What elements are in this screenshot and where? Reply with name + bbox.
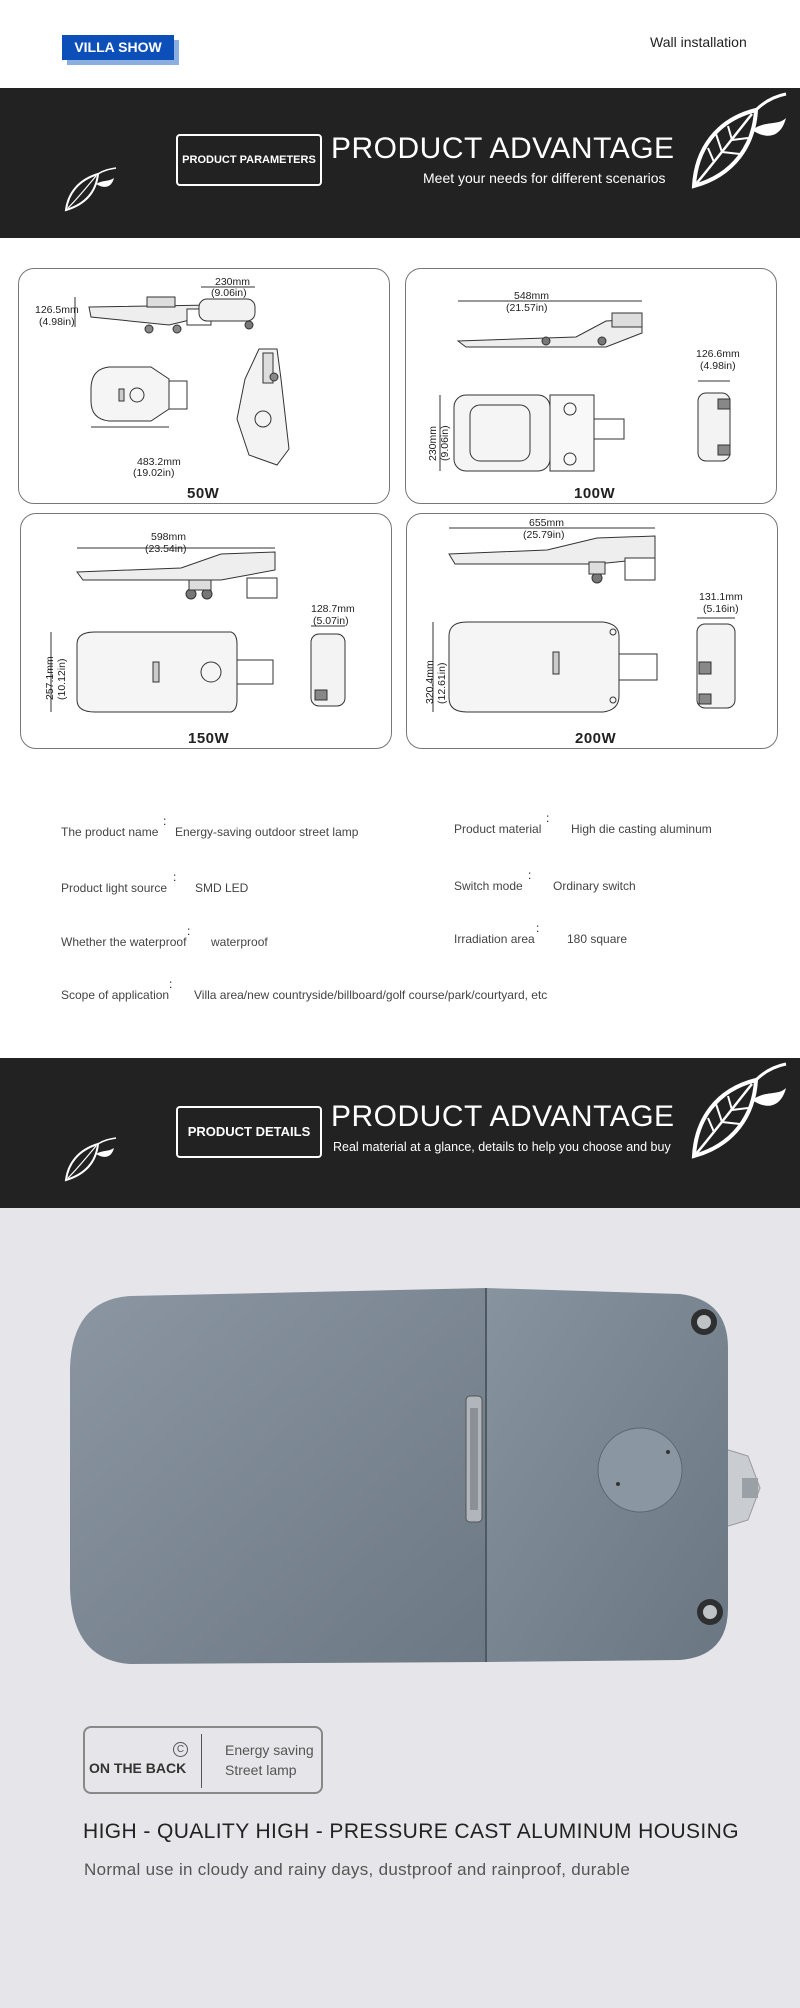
spec-value: 180 square xyxy=(567,932,628,946)
spec-key: Scope of application xyxy=(61,988,170,1002)
spec-key: Irradiation area xyxy=(454,932,535,946)
dim-label: (9.06in) xyxy=(211,287,247,299)
spec-irradiation xyxy=(454,921,628,946)
divider xyxy=(201,1734,202,1788)
leaf-small-icon xyxy=(62,166,118,214)
lamp-drawing-100w xyxy=(406,269,778,505)
banner-title: PRODUCT ADVANTAGE xyxy=(331,132,675,165)
street-lamp-housing-image xyxy=(0,1208,800,1668)
dim-label: (23.54in) xyxy=(145,543,187,555)
spec-value: Villa area/new countryside/billboard/golf course/park/courtyard, etc xyxy=(194,988,548,1002)
drawing-panel-100w xyxy=(405,268,777,504)
villa-show-button[interactable]: VILLA SHOW xyxy=(62,35,174,60)
lamp-drawing-50w xyxy=(19,269,391,505)
product-details-badge: PRODUCT DETAILS xyxy=(176,1106,322,1158)
spec-colon: : xyxy=(536,921,540,935)
drawing-panel-200w xyxy=(406,513,778,749)
spec-colon: : xyxy=(169,977,173,991)
lamp-drawing-200w xyxy=(407,514,779,750)
spec-key: The product name xyxy=(61,825,159,839)
dim-label: (21.57in) xyxy=(506,302,548,314)
dim-label: 230mm xyxy=(215,276,251,288)
drawing-panel-50w xyxy=(18,268,390,504)
dim-label: (25.79in) xyxy=(523,529,565,541)
spec-switch-mode xyxy=(454,868,636,893)
spec-colon: : xyxy=(163,814,167,828)
spec-product-material xyxy=(454,811,712,836)
product-details-banner xyxy=(0,1058,800,1208)
dim-label: (10.12in) xyxy=(56,658,68,700)
dim-label: 598mm xyxy=(151,531,187,543)
wall-installation-label: Wall installation xyxy=(650,34,747,50)
watt-label-50w: 50W xyxy=(187,485,220,502)
dim-label: (12.61in) xyxy=(436,662,448,704)
spec-value: Energy-saving outdoor street lamp xyxy=(175,825,359,839)
housing-description: Normal use in cloudy and rainy days, dustproof and rainproof, durable xyxy=(84,1860,631,1879)
on-the-back-label: ON THE BACK xyxy=(89,1760,187,1776)
drawing-panel-150w xyxy=(20,513,392,749)
on-the-back-box xyxy=(83,1726,323,1794)
dim-label: 126.6mm xyxy=(696,348,740,360)
spec-value: waterproof xyxy=(211,935,268,949)
dim-label: (4.98in) xyxy=(700,360,736,372)
energy-saving-line: Energy saving xyxy=(225,1742,314,1758)
spec-value: SMD LED xyxy=(195,881,249,895)
leaf-large-icon xyxy=(686,1060,790,1164)
top-bar xyxy=(0,0,800,88)
dim-label: (4.98in) xyxy=(39,316,75,328)
spec-waterproof xyxy=(61,924,268,949)
watt-label-200w: 200W xyxy=(575,730,617,747)
product-parameters-badge: PRODUCT PARAMETERS xyxy=(176,134,322,186)
spec-key: Whether the waterproof xyxy=(61,935,187,949)
banner-title: PRODUCT ADVANTAGE xyxy=(331,1100,675,1133)
dim-label: 320.4mm xyxy=(424,660,436,704)
spec-value: Ordinary switch xyxy=(553,879,636,893)
dim-label: (5.16in) xyxy=(703,603,739,615)
street-lamp-line: Street lamp xyxy=(225,1762,297,1778)
product-detail-section xyxy=(0,1208,800,2008)
spec-scope xyxy=(61,977,548,1002)
banner-subtitle: Real material at a glance, details to help you choose and buy xyxy=(333,1140,671,1154)
product-parameters-banner xyxy=(0,88,800,238)
leaf-small-icon xyxy=(62,1136,118,1184)
dim-label: (9.06in) xyxy=(439,425,451,461)
spec-value: High die casting aluminum xyxy=(571,822,712,836)
spec-key: Switch mode xyxy=(454,879,523,893)
housing-headline: HIGH - QUALITY HIGH - PRESSURE CAST ALUMINUM HOUSING xyxy=(83,1820,739,1843)
dim-label: (5.07in) xyxy=(313,615,349,627)
spec-product-name xyxy=(61,814,359,839)
dim-label: 483.2mm xyxy=(137,456,181,468)
watt-label-150w: 150W xyxy=(188,730,230,747)
dim-label: 126.5mm xyxy=(35,304,79,316)
dim-label: 131.1mm xyxy=(699,591,743,603)
copyright-icon: C xyxy=(173,1742,188,1757)
banner-subtitle: Meet your needs for different scenarios xyxy=(423,170,666,186)
spec-light-source xyxy=(61,870,249,895)
lamp-drawing-150w xyxy=(21,514,393,750)
spec-colon: : xyxy=(173,870,177,884)
energy-saving-text xyxy=(225,1740,314,1780)
dim-label: 257.1mm xyxy=(44,656,56,700)
dim-label: 128.7mm xyxy=(311,603,355,615)
dim-label: (19.02in) xyxy=(133,467,175,479)
spec-key: Product material xyxy=(454,822,542,836)
dim-label: 655mm xyxy=(529,517,565,529)
spec-colon: : xyxy=(187,924,191,938)
spec-colon: : xyxy=(546,811,550,825)
leaf-large-icon xyxy=(686,90,790,194)
dim-label: 230mm xyxy=(427,425,439,461)
spec-key: Product light source xyxy=(61,881,168,895)
watt-label-100w: 100W xyxy=(574,485,616,502)
spec-colon: : xyxy=(528,868,532,882)
dim-label: 548mm xyxy=(514,290,550,302)
